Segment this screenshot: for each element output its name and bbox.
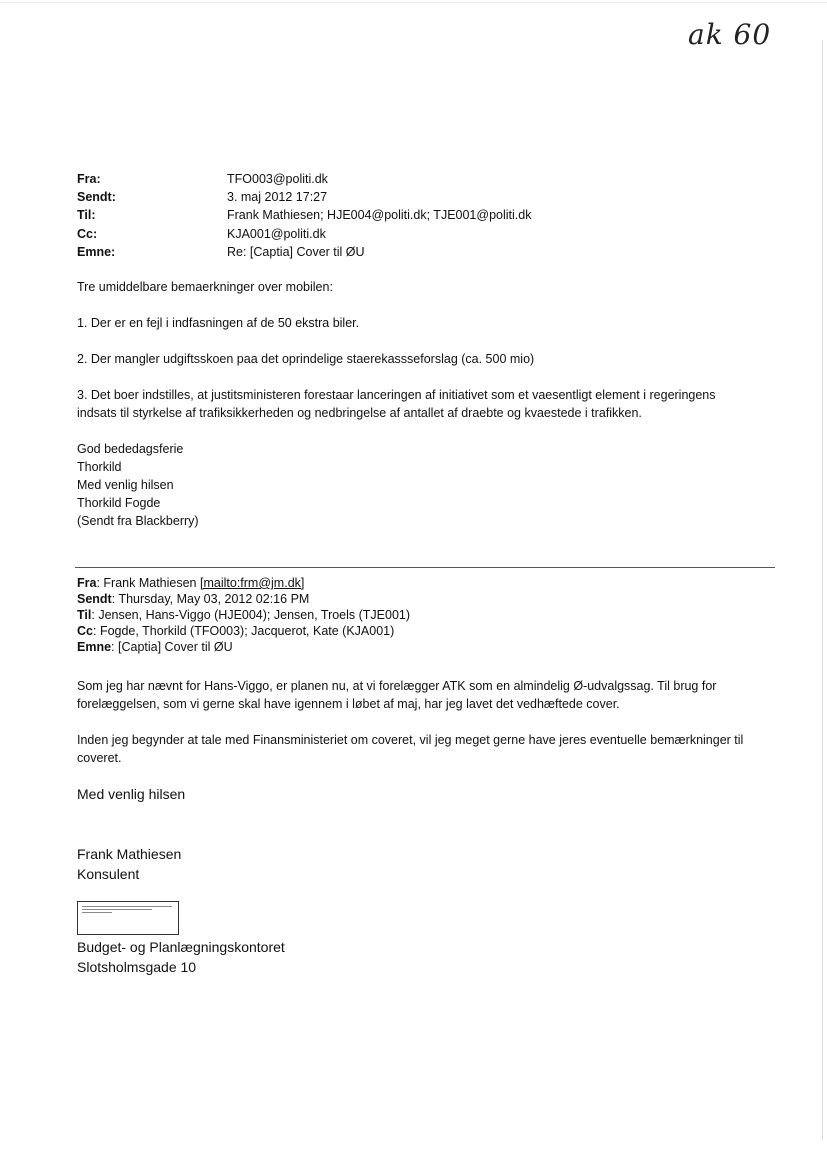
- reply-intro: Tre umiddelbare bemaerkninger over mobilen:: [77, 280, 333, 294]
- original-paragraph-1: Som jeg har nævnt for Hans-Viggo, er planen nu, at vi forelægger ATK som en almindelig Ø-udvalgssag. Til brug for forelæggelsen, som vi gerne skal have igennem i løbet af maj, har jeg lavet det vedhæftede cover.: [77, 679, 717, 711]
- to-value: Frank Mathiesen; HJE004@politi.dk; TJE001@politi.dk: [227, 208, 532, 223]
- subject-value: Re: [Captia] Cover til ØU: [227, 244, 365, 259]
- orig-subject-label: Emne: [77, 640, 112, 654]
- scan-edge-right: [822, 40, 823, 1140]
- orig-sent-value: Thursday, May 03, 2012 02:16 PM: [118, 592, 310, 606]
- signature-line: Thorkild: [77, 460, 122, 474]
- orig-sent-label: Sendt: [77, 592, 112, 606]
- orig-from-label: Fra: [77, 576, 97, 590]
- cc-label: Cc:: [77, 226, 98, 241]
- original-header: Fra: Frank Mathiesen [mailto:frm@jm.dk] Sendt: Thursday, May 03, 2012 02:16 PM Til: Jensen, Hans-Viggo (HJE004); Jensen, Troels (TJE001) Cc: Fogde, Thorkild (TFO003); Jacquerot, Kate (KJA001) Emne: [Captia] Cover til ØU: [77, 576, 411, 654]
- logo-line: [82, 912, 112, 913]
- orig-subject-value: [Captia] Cover til ØU: [118, 640, 233, 654]
- original-signature: [77, 845, 181, 884]
- office-name: Budget- og Planlægningskontoret: [77, 939, 285, 955]
- reply-point-3: 3. Det boer indstilles, at justitsministeren forestaar lanceringen af initiativet som et vaesentligt element i regeringens indsats til styrkelse af trafiksikkerheden og nedbringelse af antallet af draebte og kvaestede i trafikken.: [77, 388, 716, 420]
- orig-from-name: Frank Mathiesen: [103, 576, 197, 590]
- logo-line: [82, 906, 172, 907]
- from-label: Fra:: [77, 172, 101, 186]
- reply-body: [77, 278, 747, 530]
- orig-from-mail-link[interactable]: [mailto:frm@jm.dk]: [200, 576, 305, 590]
- signature-name: Frank Mathiesen: [77, 846, 182, 862]
- subject-label: Emne:: [77, 244, 116, 259]
- page-mark: ak 60: [688, 18, 772, 51]
- signature-line: Med venlig hilsen: [77, 478, 174, 492]
- reply-header: [77, 170, 531, 261]
- signature-line: (Sendt fra Blackberry): [77, 514, 199, 528]
- orig-cc-label: Cc: [77, 624, 93, 638]
- original-body: [77, 677, 767, 785]
- orig-cc-value: Fogde, Thorkild (TFO003); Jacquerot, Kate (KJA001): [99, 624, 395, 638]
- orig-to-label: Til: [77, 608, 92, 622]
- from-value: TFO003@politi.dk: [227, 172, 328, 186]
- message-separator: [75, 567, 775, 568]
- logo-line: [82, 909, 152, 910]
- sent-value: 3. maj 2012 17:27: [227, 190, 328, 205]
- sent-label: Sendt:: [77, 190, 116, 205]
- cc-value: KJA001@politi.dk: [227, 226, 326, 241]
- original-closing: Med venlig hilsen: [77, 786, 186, 802]
- signature-line: Thorkild Fogde: [77, 496, 161, 510]
- office-street: Slotsholmsgade 10: [77, 958, 197, 975]
- to-label: Til:: [77, 208, 96, 223]
- reply-point-2: 2. Der mangler udgiftsskoen paa det oprindelige staerekassseforslag (ca. 500 mio): [77, 352, 535, 366]
- original-paragraph-2: Inden jeg begynder at tale med Finansministeriet om coveret, vil jeg meget gerne have jeres eventuelle bemærkninger til coveret.: [77, 733, 744, 765]
- reply-signature: [77, 440, 747, 530]
- signature-line: God bededagsferie: [77, 442, 184, 456]
- scan-edge-top: [0, 2, 827, 3]
- logo-image-placeholder: [77, 901, 179, 935]
- signature-title: Konsulent: [77, 865, 140, 882]
- reply-point-1: 1. Der er en fejl i indfasningen af de 50 ekstra biler.: [77, 316, 360, 330]
- office-address: [77, 938, 285, 977]
- orig-to-value: Jensen, Hans-Viggo (HJE004); Jensen, Troels (TJE001): [98, 608, 411, 622]
